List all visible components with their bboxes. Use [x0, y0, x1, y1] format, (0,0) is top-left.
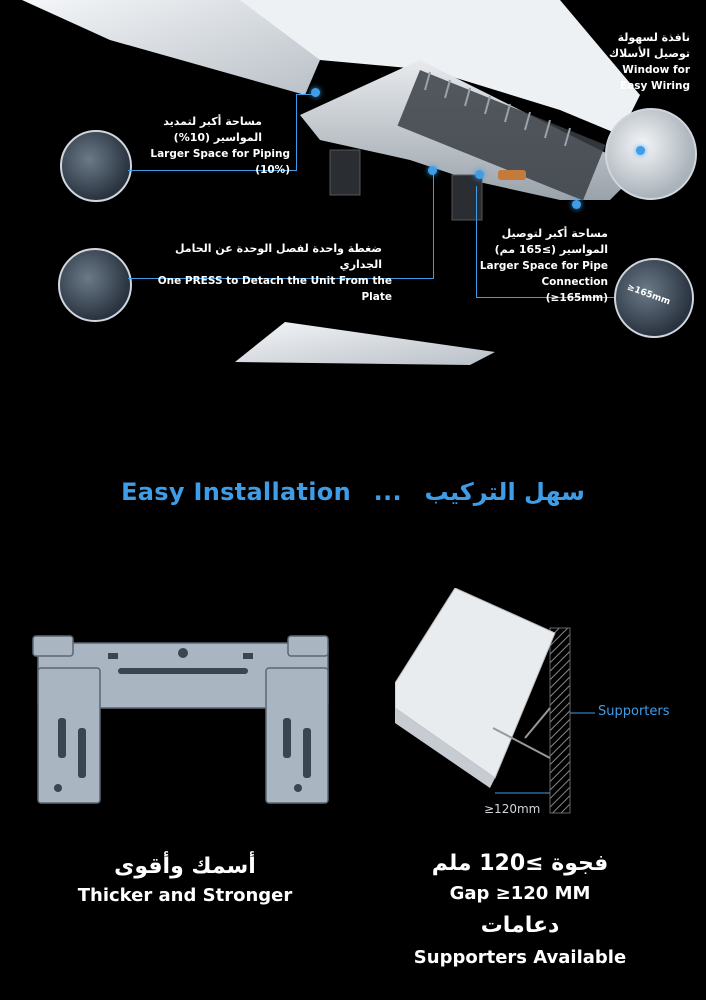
title-ar: سهل التركيب — [424, 478, 585, 506]
pipe-conn-label — [478, 226, 608, 306]
pipe-conn-connector-vert — [476, 186, 477, 297]
title-sep: ... — [373, 478, 402, 506]
plate-caption-en: Thicker and Stronger — [77, 885, 293, 906]
piping-connector-vert — [296, 94, 297, 171]
section-title — [0, 478, 706, 506]
press-label — [130, 241, 392, 305]
gap-label: ≥120mm — [484, 802, 541, 816]
pipe-conn-label-en-2: Connection (≥165mm) — [541, 276, 608, 304]
window-label-en-1: Window for — [622, 64, 690, 76]
mounting-plate-image — [28, 628, 334, 808]
press-label-en: One PRESS to Detach the Unit From the Plate — [157, 275, 392, 303]
piping-dot — [311, 88, 320, 97]
gap-caption-en-2: Supporters Available — [413, 947, 627, 968]
window-label-ar-1: نافذة لسهولة — [617, 31, 690, 44]
pipe-conn-dot-2 — [572, 200, 581, 209]
supporters-label: Supporters — [598, 704, 670, 719]
gap-caption-ar-1: فجوة ≥120 ملم — [431, 851, 609, 876]
press-label-ar: ضغطة واحدة لفصل الوحدة عن الحامل الجداري — [174, 242, 382, 271]
piping-label-ar-1: مساحة أكبر لتمديد — [163, 115, 262, 128]
pipe-conn-label-ar-2: المواسير (≥165 مم) — [494, 243, 608, 256]
circle-165-label: ≥165mm — [625, 282, 672, 308]
plate-caption — [40, 852, 330, 910]
pipe-conn-dot — [475, 170, 484, 179]
piping-label-ar-2: المواسير (10%) — [173, 131, 262, 144]
press-dot — [428, 166, 437, 175]
piping-connector-diag — [296, 94, 316, 95]
pipe-connection-thumbnail — [614, 258, 694, 338]
gap-caption-ar-2: دعامات — [480, 913, 560, 938]
gap-caption-en-1: Gap ≥120 MM — [449, 883, 591, 904]
piping-label-en: Larger Space for Piping (10%) — [150, 148, 290, 176]
window-dot — [636, 146, 645, 155]
pipe-conn-label-en-1: Larger Space for Pipe — [479, 260, 608, 272]
window-label-en-2: Easy Wiring — [620, 80, 690, 92]
gap-caption — [380, 848, 660, 972]
gap-diagram — [395, 588, 595, 828]
window-label-ar-2: توصيل الأسلاك — [608, 47, 690, 60]
press-detail-thumbnail — [58, 248, 132, 322]
pipe-conn-label-ar-1: مساحة أكبر لتوصيل — [501, 227, 608, 240]
wiring-window-thumbnail — [605, 108, 697, 200]
press-connector-vert — [433, 173, 434, 279]
window-label — [580, 30, 690, 94]
piping-label — [120, 114, 290, 178]
plate-caption-ar: أسمك وأقوى — [114, 854, 256, 879]
title-en: Easy Installation — [121, 478, 351, 506]
